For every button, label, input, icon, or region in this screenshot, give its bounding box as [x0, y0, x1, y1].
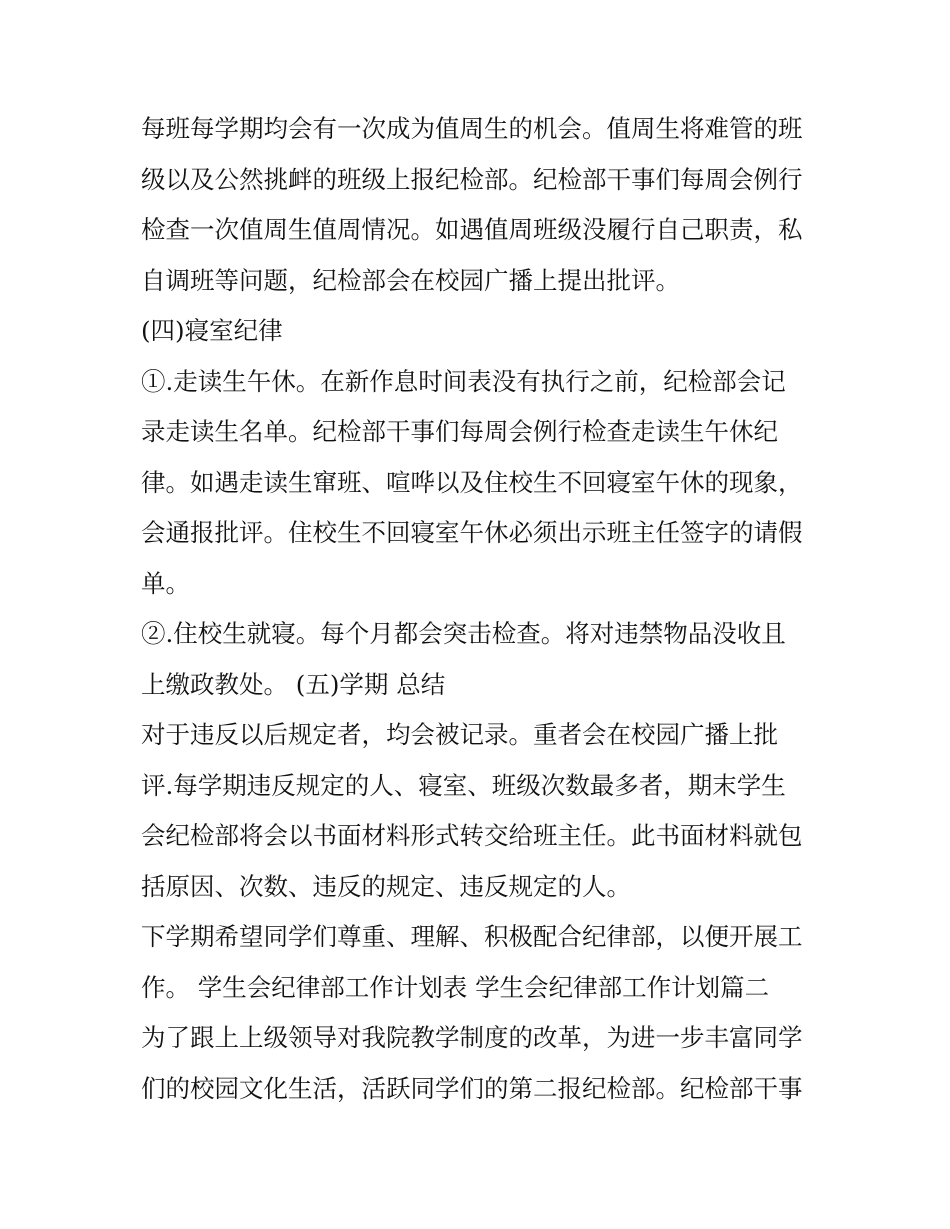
text-line: 律。如遇走读生窜班、喧哗以及住校生不回寝室午休的现象，	[141, 467, 803, 497]
text-line: 上缴政教处。 (五)学期 总结	[141, 669, 446, 699]
text-line: ②.住校生就寝。每个月都会突击检查。将对违禁物品没收且	[141, 619, 786, 648]
text-line: 括原因、次数、违反的规定、违反规定的人。	[141, 871, 631, 901]
text-line: 为了跟上上级领导对我院教学制度的改革，为进一步丰富同学	[141, 1023, 803, 1052]
text-line: 会纪检部将会以书面材料形式转交给班主任。此书面材料就包	[141, 821, 803, 850]
body-text	[141, 104, 821, 1114]
text-line: 作。 学生会纪律部工作计划表 学生会纪律部工作计划篇二	[141, 972, 770, 1002]
text-line: 会通报批评。住校生不回寝室午休必须出示班主任签字的请假	[141, 518, 803, 547]
text-line: 评.每学期违反规定的人、寝室、班级次数最多者，期末学生	[141, 770, 786, 800]
section-heading: (四)寝室纪律	[141, 316, 283, 345]
text-line: ①.走读生午休。在新作息时间表没有执行之前，纪检部会记	[141, 366, 786, 396]
text-line: 录走读生名单。纪检部干事们每周会例行检查走读生午休纪	[141, 417, 778, 446]
text-line: 下学期希望同学们尊重、理解、积极配合纪律部，以便开展工	[141, 922, 803, 951]
text-line: 对于违反以后规定者，均会被记录。重者会在校园广播上批	[141, 720, 778, 749]
text-line: 每班每学期均会有一次成为值周生的机会。值周生将难管的班	[141, 114, 803, 143]
text-line: 自调班等问题，纪检部会在校园广播上提出批评。	[141, 265, 680, 295]
text-line: 单。	[141, 568, 190, 598]
text-line: 检查一次值周生值周情况。如遇值周班级没履行自己职责，私	[141, 215, 803, 244]
text-line: 们的校园文化生活，活跃同学们的第二报纪检部。纪检部干事	[141, 1073, 803, 1103]
text-line: 级以及公然挑衅的班级上报纪检部。纪检部干事们每周会例行	[141, 164, 803, 194]
